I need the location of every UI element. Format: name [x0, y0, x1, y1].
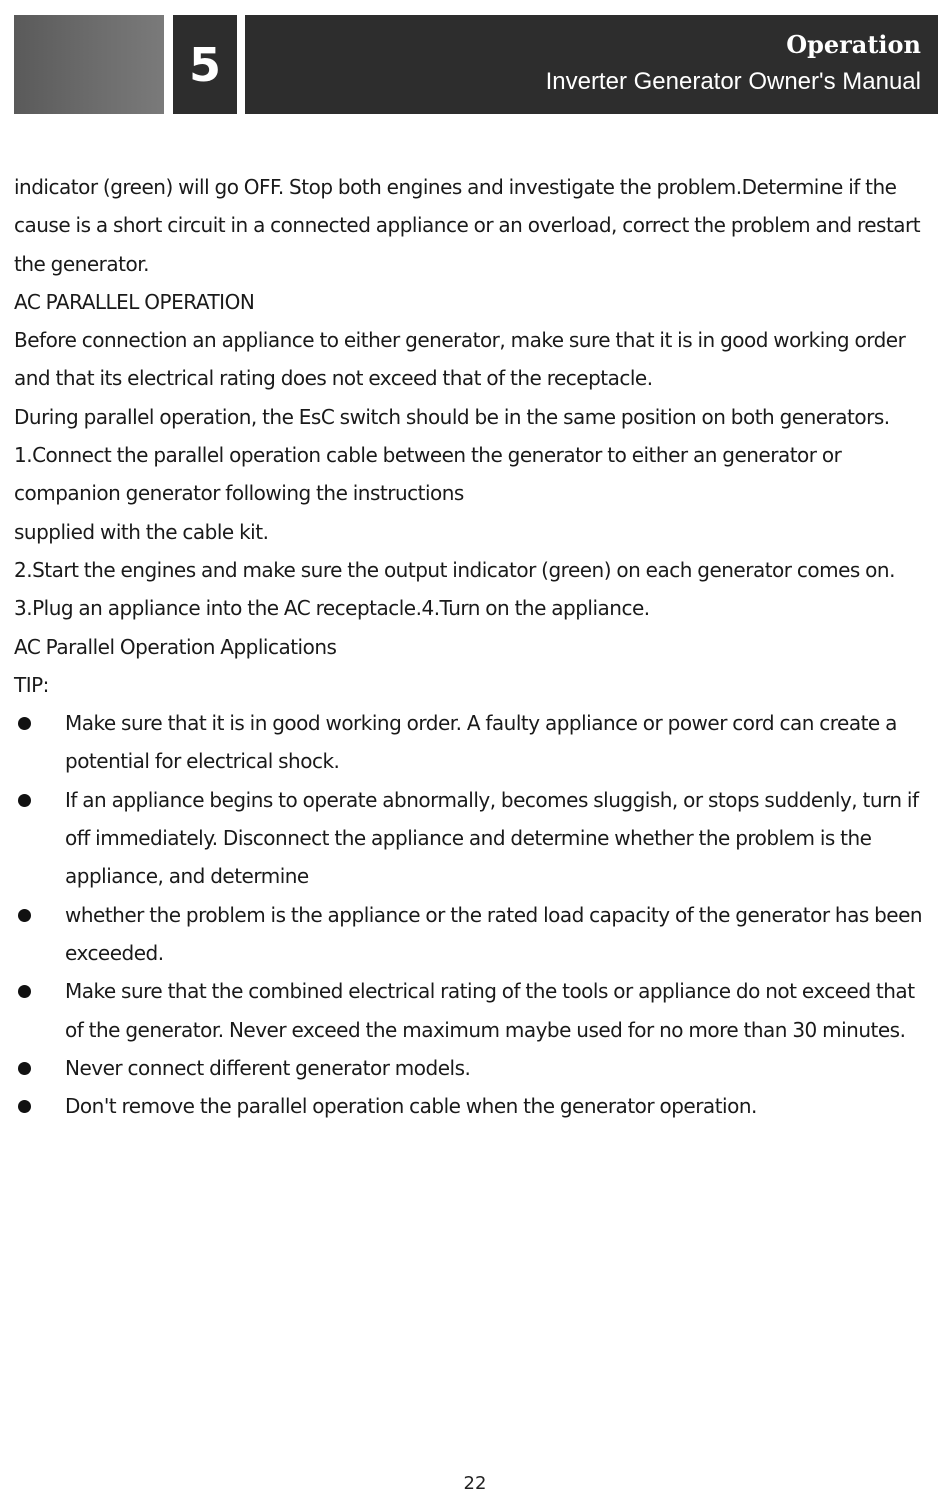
tip-list — [14, 704, 936, 1125]
header-title-block — [245, 15, 938, 114]
bullet-icon — [18, 1100, 31, 1113]
step-1-connect-cable: 1.Connect the parallel operation cable between the generator to either an generator or companion generator following the instructions — [14, 443, 842, 506]
list-item — [14, 704, 936, 781]
step-1-continued: supplied with the cable kit. — [14, 519, 269, 544]
bullet-icon — [18, 985, 31, 998]
list-item — [14, 781, 936, 896]
list-item — [14, 1087, 936, 1125]
chapter-number: 5 — [173, 15, 237, 114]
page-number: 22 — [463, 1473, 487, 1494]
paragraph-before-connection: Before connection an appliance to either generator, make sure that it is in good working order and that its electrical rating does not exceed that of the receptacle. — [14, 328, 906, 391]
tip-text: Don't remove the parallel operation cable when the generator operation. — [65, 1094, 757, 1119]
bullet-icon — [18, 1062, 31, 1075]
list-item — [14, 972, 936, 1049]
header-grey-block — [14, 15, 164, 114]
manual-title: Inverter Generator Owner's Manual — [545, 68, 921, 95]
heading-ac-parallel-operation: AC PARALLEL OPERATION — [14, 289, 255, 314]
paragraph-overload-continued: indicator (green) will go OFF. Stop both engines and investigate the problem.Determine if the cause is a short circuit in a connected appliance or an overload, correct the problem and restart the generator. — [14, 175, 921, 276]
bullet-icon — [18, 717, 31, 730]
list-item — [14, 896, 936, 973]
tip-text: If an appliance begins to operate abnormally, becomes sluggish, or stops suddenly, turn if off immediately. Disconnect the appliance and determine whether the problem is the appliance, and determine — [65, 787, 919, 889]
page-body — [14, 168, 936, 1125]
tip-text: Make sure that the combined electrical rating of the tools or appliance do not exceed that of the generator. Never exceed the maximum maybe used for no more than 30 minutes. — [65, 979, 915, 1042]
list-item — [14, 1049, 936, 1087]
bullet-icon — [18, 794, 31, 807]
step-2-start-engines: 2.Start the engines and make sure the output indicator (green) on each generator comes on. — [14, 557, 895, 582]
heading-applications: AC Parallel Operation Applications — [14, 634, 337, 659]
page-header — [14, 15, 938, 114]
step-3-4-plug-and-turn-on: 3.Plug an appliance into the AC receptacle.4.Turn on the appliance. — [14, 596, 650, 621]
tip-label: TIP: — [14, 672, 49, 697]
bullet-icon — [18, 909, 31, 922]
tip-text: Make sure that it is in good working order. A faulty appliance or power cord can create a potential for electrical shock. — [65, 711, 897, 774]
section-title: Operation — [786, 30, 921, 59]
tip-text: whether the problem is the appliance or the rated load capacity of the generator has been exceeded. — [65, 902, 923, 965]
paragraph-esc-switch: During parallel operation, the EsC switch should be in the same position on both generators. — [14, 404, 890, 429]
tip-text: Never connect different generator models. — [65, 1055, 471, 1080]
